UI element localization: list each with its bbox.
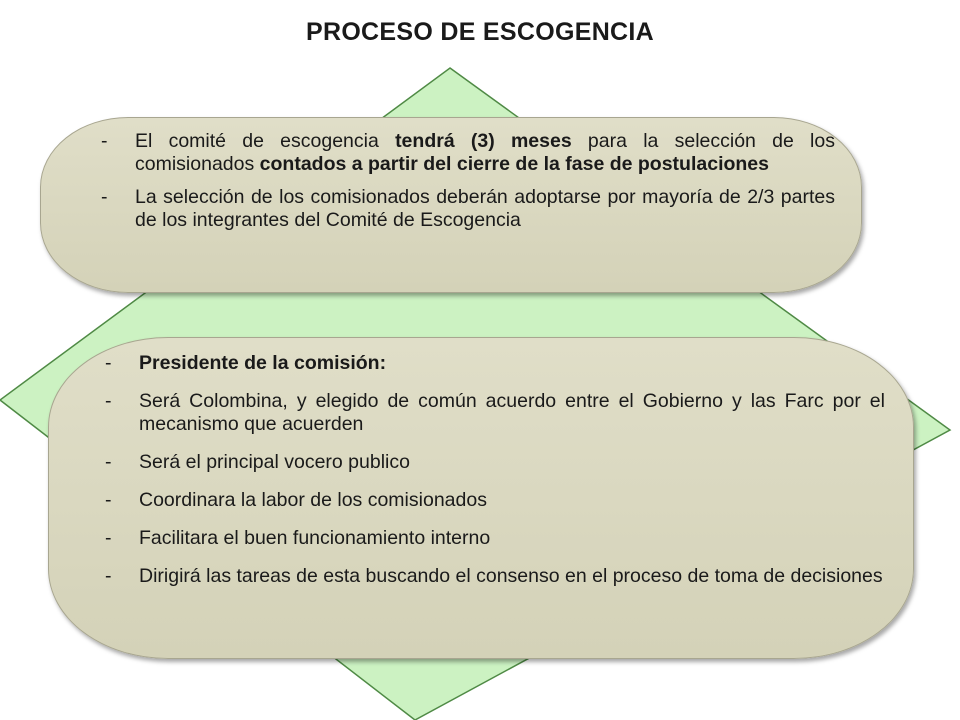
dash-bullet: - — [105, 390, 112, 412]
dash-bullet: - — [105, 451, 112, 473]
dash-bullet: - — [105, 352, 112, 374]
dash-bullet: - — [105, 489, 112, 511]
page-title: PROCESO DE ESCOGENCIA — [305, 18, 655, 46]
list-item: - Facilitara el buen funcionamiento interno — [105, 527, 491, 549]
selection-period-panel — [40, 117, 862, 293]
list-item: - Será Colombina, y elegido de común acuerdo entre el Gobierno y las Farc por el mecanismo que acuerden — [105, 390, 885, 435]
list-item: - Coordinara la labor de los comisionados — [105, 489, 487, 511]
list-item: - Dirigirá las tareas de esta buscando el consenso en el proceso de toma de decisiones — [105, 565, 883, 587]
dash-bullet: - — [105, 527, 112, 549]
list-item: - La selección de los comisionados deberán adoptarse por mayoría de 2/3 partes de los integrantes del Comité de Escogencia — [101, 186, 835, 231]
dash-bullet: - — [101, 186, 108, 208]
dash-bullet: - — [101, 130, 108, 152]
dash-bullet: - — [105, 565, 112, 587]
list-item: - El comité de escogencia tendrá (3) meses para la selección de los comisionados contados a partir del cierre de la fase de postulaciones — [101, 130, 835, 175]
list-item: - Será el principal vocero publico — [105, 451, 410, 473]
list-heading: - Presidente de la comisión: — [105, 352, 387, 374]
president-panel — [48, 337, 914, 659]
